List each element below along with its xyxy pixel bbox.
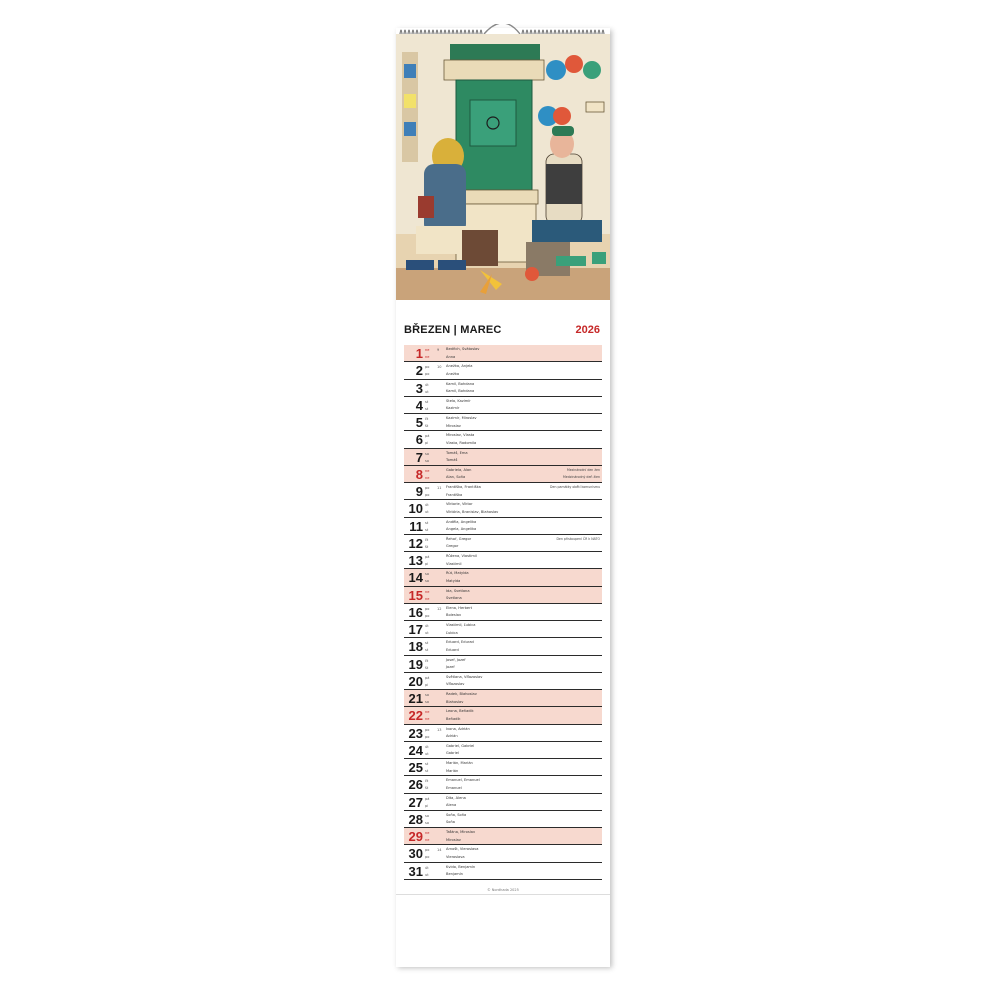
nameday-secondary: Benjamín — [446, 872, 463, 876]
note-primary: Den přistoupení ČR k NATO — [556, 536, 600, 541]
weekday-sk: ne — [425, 475, 430, 480]
day-row — [404, 638, 602, 655]
day-row — [404, 569, 602, 586]
weekday-cz: so — [425, 451, 429, 456]
day-row — [404, 552, 602, 569]
nameday-primary: Ivona, Adrián — [446, 726, 470, 731]
weekday-sk: so — [425, 579, 429, 584]
note-primary: Mezinárodní den žen — [566, 467, 600, 472]
day-row — [404, 397, 602, 414]
day-row — [404, 431, 602, 448]
nameday-primary: Josef, Jozef — [446, 657, 466, 662]
nameday-primary: Viktorie, Viktor — [446, 502, 473, 507]
day-number: 27 — [408, 794, 423, 810]
day-row — [404, 794, 602, 811]
nameday-primary: Kvido, Benjamín — [446, 864, 476, 869]
nameday-primary: Anežka, Anjela — [446, 364, 473, 369]
nameday-primary: Gabriel, Gabriel — [446, 743, 475, 748]
day-number: 28 — [408, 811, 423, 827]
weekday-cz: ne — [425, 710, 430, 715]
nameday-secondary: Gabriel — [446, 751, 459, 756]
nameday-primary: Taťána, Miroslav — [446, 830, 476, 834]
day-number: 24 — [408, 742, 423, 758]
nameday-secondary: Matylda — [446, 578, 461, 583]
day-row — [404, 707, 602, 724]
nameday-secondary: Anna — [446, 354, 456, 359]
weekday-sk: po — [425, 613, 430, 618]
weekday-cz: út — [425, 503, 429, 508]
day-number: 17 — [408, 622, 423, 637]
weekday-sk: po — [425, 734, 430, 739]
note-primary: Den památky obětí komunismu — [550, 485, 600, 489]
weekday-cz: po — [425, 848, 430, 853]
day-number: 21 — [408, 691, 423, 706]
day-number: 23 — [408, 725, 423, 741]
weekday-sk: št — [425, 786, 429, 791]
weekday-sk: pi — [425, 682, 429, 687]
day-number: 8 — [415, 466, 423, 482]
weekday-cz: čt — [425, 779, 429, 784]
nameday-secondary: Angela, Angelika — [446, 527, 477, 531]
nameday-secondary: Emanuel — [446, 785, 462, 790]
day-number: 29 — [408, 829, 423, 844]
weekday-sk: pi — [425, 441, 429, 446]
day-row — [404, 466, 602, 483]
weekday-cz: po — [425, 365, 430, 370]
week-number: 10 — [437, 365, 442, 370]
nameday-secondary: Alena — [446, 803, 457, 807]
nameday-secondary: Tomáš — [446, 458, 458, 462]
folk-illustration — [396, 34, 610, 300]
weekday-sk: st — [425, 406, 429, 411]
day-row — [404, 621, 602, 638]
nameday-primary: Marián, Marián — [446, 761, 473, 765]
day-list — [404, 345, 602, 880]
weekday-sk: po — [425, 493, 430, 497]
week-number: 11 — [437, 486, 442, 490]
nameday-primary: Růžena, Vlastimil — [446, 554, 477, 558]
day-number: 22 — [408, 708, 423, 724]
day-number: 7 — [415, 449, 423, 465]
day-number: 3 — [415, 380, 423, 396]
day-number: 30 — [408, 846, 423, 862]
nameday-secondary: Gregor — [446, 544, 459, 549]
day-row — [404, 362, 602, 379]
nameday-primary: Radek, Blahoslav — [446, 692, 477, 696]
day-row — [404, 380, 602, 397]
day-number: 12 — [408, 535, 423, 551]
day-row — [404, 828, 602, 845]
day-row — [404, 759, 602, 776]
weekday-cz: čt — [425, 658, 429, 663]
nameday-secondary: Miroslav — [446, 837, 461, 842]
weekday-cz: so — [425, 813, 429, 818]
day-number: 10 — [408, 501, 423, 517]
day-number: 26 — [408, 777, 423, 793]
day-row — [404, 690, 602, 707]
weekday-sk: so — [425, 700, 429, 704]
weekday-sk: ne — [425, 596, 430, 601]
weekday-sk: ut — [425, 751, 429, 756]
weekday-cz: út — [425, 744, 429, 749]
weekday-cz: pá — [425, 434, 430, 439]
nameday-secondary: Víťazoslav — [446, 682, 465, 687]
nameday-secondary: Alan, Soňa — [446, 475, 466, 480]
nameday-primary: Emanuel, Emanuel — [446, 778, 480, 783]
month-title: BŘEZEN | MAREC — [404, 324, 502, 336]
weekday-sk: št — [425, 424, 429, 428]
weekday-sk: po — [425, 372, 430, 377]
weekday-cz: ne — [425, 589, 430, 594]
wall-calendar — [396, 28, 610, 966]
weekday-sk: št — [425, 544, 429, 549]
week-number: 14 — [437, 848, 442, 853]
day-row — [404, 725, 602, 742]
weekday-sk: ut — [425, 872, 429, 877]
weekday-sk: ut — [425, 510, 429, 515]
nameday-primary: Světlana, Víťazoslav — [446, 674, 483, 679]
nameday-secondary: Františka — [446, 492, 463, 497]
weekday-sk: so — [425, 458, 429, 463]
day-number: 19 — [408, 656, 423, 672]
nameday-primary: Miroslav, Vlasta — [446, 433, 475, 438]
weekday-sk: so — [425, 820, 429, 825]
nameday-secondary: Vlasta, Radomila — [446, 440, 477, 445]
bottom-flap — [396, 894, 610, 967]
day-row — [404, 449, 602, 466]
weekday-sk: ne — [425, 717, 430, 722]
nameday-secondary: Adrián — [446, 734, 458, 738]
weekday-cz: po — [425, 727, 430, 732]
weekday-cz: po — [425, 486, 430, 490]
nameday-primary: Stela, Kazimír — [446, 398, 471, 403]
nameday-primary: Ida, Svetlana — [446, 588, 470, 593]
weekday-cz: pá — [425, 675, 430, 680]
day-row — [404, 414, 602, 431]
nameday-primary: Eduard, Edurad — [446, 640, 474, 645]
day-number: 14 — [408, 570, 423, 586]
day-row — [404, 535, 602, 552]
day-row — [404, 742, 602, 759]
weekday-sk: ut — [425, 389, 429, 394]
week-number: 12 — [437, 606, 442, 611]
nameday-primary: Vlastimil, Ľubica — [446, 623, 476, 627]
nameday-primary: Rút, Matylda — [446, 571, 469, 576]
nameday-primary: Gabriela, Alan — [446, 467, 472, 472]
weekday-sk: st — [425, 648, 429, 653]
weekday-cz: st — [425, 399, 429, 404]
weekday-cz: út — [425, 624, 429, 628]
nameday-primary: Bedřich, Svätoslav — [446, 347, 480, 351]
day-row — [404, 845, 602, 862]
nameday-secondary: Miroslav — [446, 423, 461, 428]
weekday-cz: čt — [425, 417, 429, 421]
day-number: 18 — [408, 639, 423, 655]
weekday-sk: ne — [425, 355, 430, 359]
weekday-sk: št — [425, 665, 429, 670]
week-number: 13 — [437, 727, 442, 732]
day-number: 11 — [409, 518, 423, 534]
week-number: 9 — [437, 348, 440, 352]
weekday-cz: pá — [425, 555, 430, 559]
day-number: 4 — [415, 397, 423, 413]
nameday-secondary: Boleslav — [446, 613, 462, 618]
nameday-secondary: Vieroslava — [446, 854, 465, 859]
day-row — [404, 345, 602, 362]
weekday-sk: pi — [425, 562, 429, 566]
nameday-secondary: Svetlana — [446, 596, 462, 600]
nameday-secondary: Kazimír — [446, 406, 460, 411]
day-number: 6 — [415, 432, 423, 448]
weekday-sk: ne — [425, 838, 430, 842]
nameday-secondary: Vlastimil — [446, 561, 462, 566]
day-number: 13 — [408, 553, 423, 568]
nameday-primary: Dita, Alena — [446, 795, 466, 800]
weekday-cz: čt — [425, 537, 429, 542]
day-row — [404, 587, 602, 604]
nameday-secondary: Viktória, Branislav, Blahoslav — [446, 509, 499, 514]
nameday-primary: Františka, Františka — [446, 485, 481, 489]
day-row — [404, 673, 602, 690]
nameday-secondary: Jozef — [446, 665, 455, 669]
day-row — [404, 776, 602, 793]
day-row — [404, 656, 602, 673]
weekday-sk: ut — [425, 631, 429, 635]
nameday-primary: Tomáš, Ema — [446, 450, 468, 455]
nameday-primary: Kazimír, Miroslav — [446, 416, 477, 420]
weekday-sk: pi — [425, 803, 429, 808]
day-number: 2 — [415, 363, 423, 379]
weekday-cz: st — [425, 641, 429, 646]
calendar-header — [404, 324, 600, 338]
nameday-secondary: Soňa — [446, 820, 455, 825]
day-row — [404, 500, 602, 517]
day-number: 20 — [408, 673, 423, 689]
weekday-cz: so — [425, 572, 429, 577]
nameday-secondary: Marián — [446, 768, 459, 773]
day-number: 16 — [408, 604, 423, 620]
weekday-cz: st — [425, 762, 429, 766]
nameday-primary: Kamil, Bohdana — [446, 381, 475, 386]
day-number: 15 — [408, 587, 423, 603]
nameday-primary: Řehoř, Gregor — [446, 536, 472, 541]
day-number: 5 — [415, 415, 423, 430]
weekday-cz: ne — [425, 348, 430, 352]
nameday-primary: Leona, Beňadik — [446, 709, 474, 714]
nameday-primary: Soňa, Soňa — [446, 812, 467, 817]
weekday-cz: st — [425, 520, 429, 525]
weekday-sk: st — [425, 527, 429, 532]
nameday-secondary: Kamil, Bohdana — [446, 389, 475, 393]
day-row — [404, 863, 602, 880]
day-row — [404, 483, 602, 500]
nameday-secondary: Anežka — [446, 371, 460, 376]
weekday-sk: po — [425, 855, 430, 860]
day-row — [404, 604, 602, 621]
weekday-cz: ne — [425, 468, 430, 473]
day-number: 31 — [408, 863, 423, 879]
copyright-text: © Nordhada 2025 — [487, 888, 519, 892]
day-row — [404, 518, 602, 535]
note-secondary: Medzinárodný deň žien — [563, 475, 600, 480]
weekday-cz: út — [425, 865, 429, 870]
weekday-cz: po — [425, 606, 430, 611]
nameday-secondary: Beňadik — [446, 716, 461, 721]
weekday-cz: ne — [425, 831, 430, 835]
nameday-primary: Arnošt, Vieroslava — [446, 847, 479, 852]
weekday-cz: so — [425, 693, 429, 697]
day-number: 25 — [408, 760, 423, 775]
weekday-cz: pá — [425, 796, 430, 801]
nameday-primary: Elena, Herbert — [446, 605, 473, 610]
day-row — [404, 811, 602, 828]
nameday-secondary: Eduard — [446, 647, 459, 652]
nameday-secondary: Ľubica — [446, 630, 458, 635]
nameday-primary: Anděla, Angelika — [446, 519, 477, 524]
weekday-cz: út — [425, 382, 429, 387]
year-label: 2026 — [575, 324, 600, 336]
day-number: 1 — [415, 346, 423, 361]
weekday-sk: st — [425, 769, 429, 773]
day-number: 9 — [415, 484, 423, 499]
nameday-secondary: Blahoslav — [446, 699, 464, 704]
